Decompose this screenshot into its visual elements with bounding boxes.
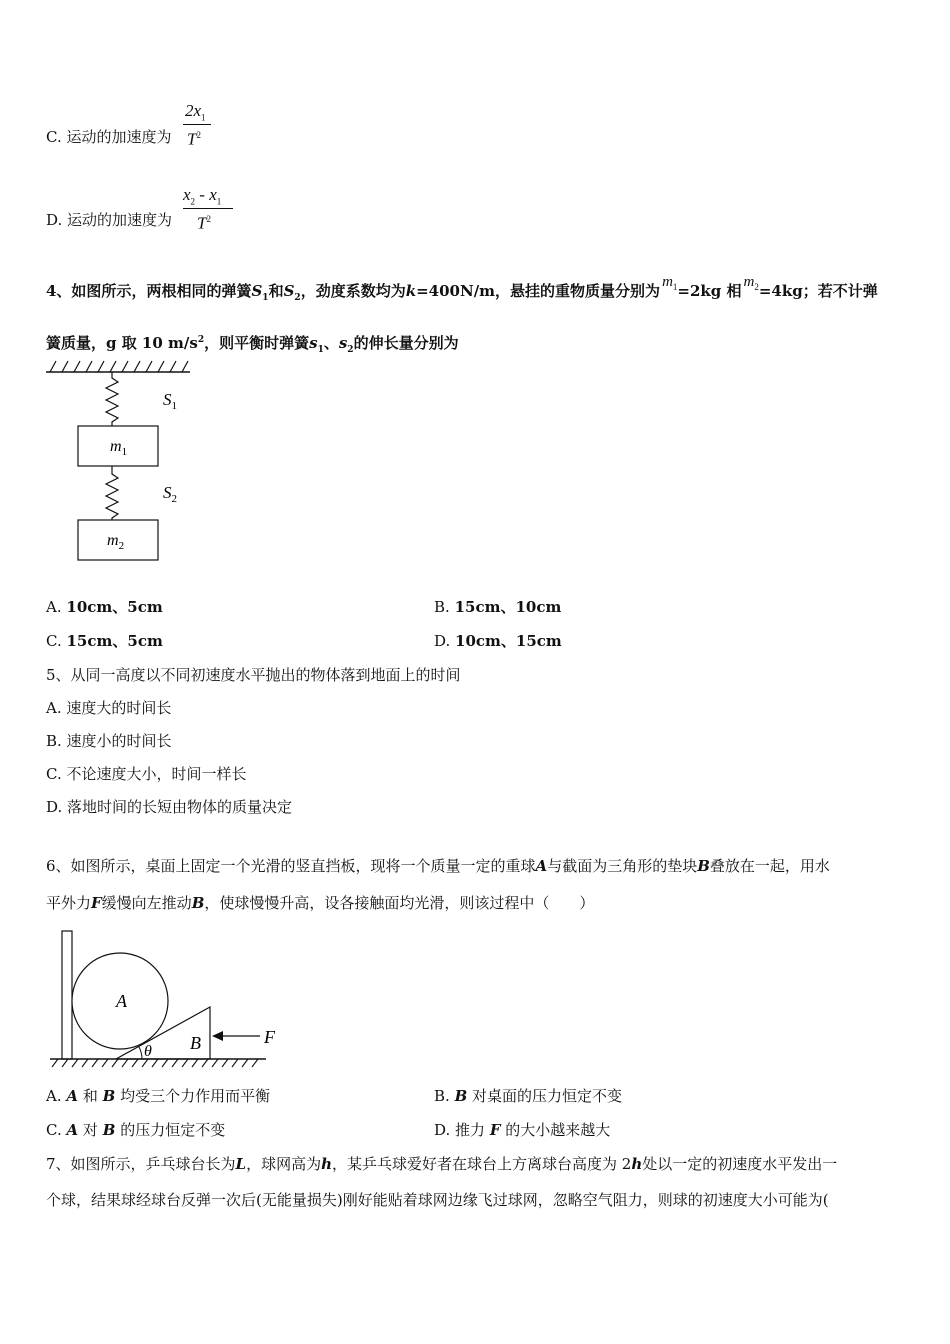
q6-fig-b: B bbox=[190, 1033, 201, 1053]
q4-stem-line1: 4、如图所示，两根相同的弹簧$S_1$和$S_2$，劲度系数均为k=400N/m，悬挂的重物质量分别为 $m_1=2kg$ 相 $m_2=4kg$；若不计弹 bbox=[46, 274, 878, 303]
q6-stem-line2: 平外力F缓慢向左推动B，使球慢慢升高，设各接触面均光滑，则该过程中（ ） bbox=[46, 894, 595, 912]
q6-fig-theta: θ bbox=[144, 1043, 152, 1060]
q4-option-c: C. 15cm、5cm bbox=[46, 632, 163, 650]
q3-option-d-formula: $x_2 - x_1$ $T^2$ bbox=[183, 186, 235, 232]
q6-option-d: D. 推力 F 的大小越来越大 bbox=[434, 1121, 611, 1139]
q4-spring-figure bbox=[40, 358, 200, 568]
q6-option-a: A. A 和 B 均受三个力作用而平衡 bbox=[46, 1087, 271, 1105]
q4-fig-m1: $m_1$ bbox=[110, 438, 128, 458]
q7-stem-line1: 7、如图所示，乒乓球台长为L，球网高为h，某乒乓球爱好者在球台上方离球台高度为 2h处以一定的初速度水平发出一 bbox=[46, 1155, 838, 1173]
q4-fig-s1: $S_1$ bbox=[163, 390, 177, 412]
q5-option-b: B. 速度小的时间长 bbox=[46, 732, 172, 750]
q5-option-d: D. 落地时间的长短由物体的质量决定 bbox=[46, 798, 293, 816]
q6-wall bbox=[62, 931, 72, 1059]
q5-option-a: A. 速度大的时间长 bbox=[46, 699, 172, 717]
q6-stem-line1: 6、如图所示，桌面上固定一个光滑的竖直挡板，现将一个质量一定的重球A与截面为三角形的垫块B叠放在一起，用水 bbox=[46, 857, 830, 875]
q6-fig-a: A bbox=[116, 991, 127, 1011]
q3-option-c-label: C. 运动的加速度为 bbox=[46, 128, 172, 146]
q6-option-c: C. A 对 B 的压力恒定不变 bbox=[46, 1121, 226, 1139]
q5-stem: 5、从同一高度以不同初速度水平抛出的物体落到地面上的时间 bbox=[46, 666, 461, 684]
q6-wedge-figure bbox=[44, 925, 289, 1075]
q7-stem-line2: 个球，结果球经球台反弹一次后(无能量损失)刚好能贴着球网边缘飞过球网，忽略空气阻力，则球的初速度大小可能为( bbox=[46, 1191, 829, 1209]
q4-stem-line2: 簧质量，g 取 10 $m/s^2$，则平衡时弹簧$s_1$、$s_2$的伸长量分别为 bbox=[46, 334, 459, 355]
q4-option-a: A. 10cm、5cm bbox=[46, 598, 163, 616]
q3-option-d-label: D. 运动的加速度为 bbox=[46, 211, 173, 229]
q4-fig-m2: $m_2$ bbox=[107, 532, 125, 552]
q5-option-c: C. 不论速度大小，时间一样长 bbox=[46, 765, 247, 783]
q6-option-b: B. B 对桌面的压力恒定不变 bbox=[434, 1087, 623, 1105]
q6-fig-f: F bbox=[264, 1027, 275, 1047]
q4-fig-s2: $S_2$ bbox=[163, 483, 177, 505]
q4-option-d: D. 10cm、15cm bbox=[434, 632, 562, 650]
q3-option-c-formula: $2x_1$ $T^2$ bbox=[183, 102, 211, 148]
q4-option-b: B. 15cm、10cm bbox=[434, 598, 562, 616]
